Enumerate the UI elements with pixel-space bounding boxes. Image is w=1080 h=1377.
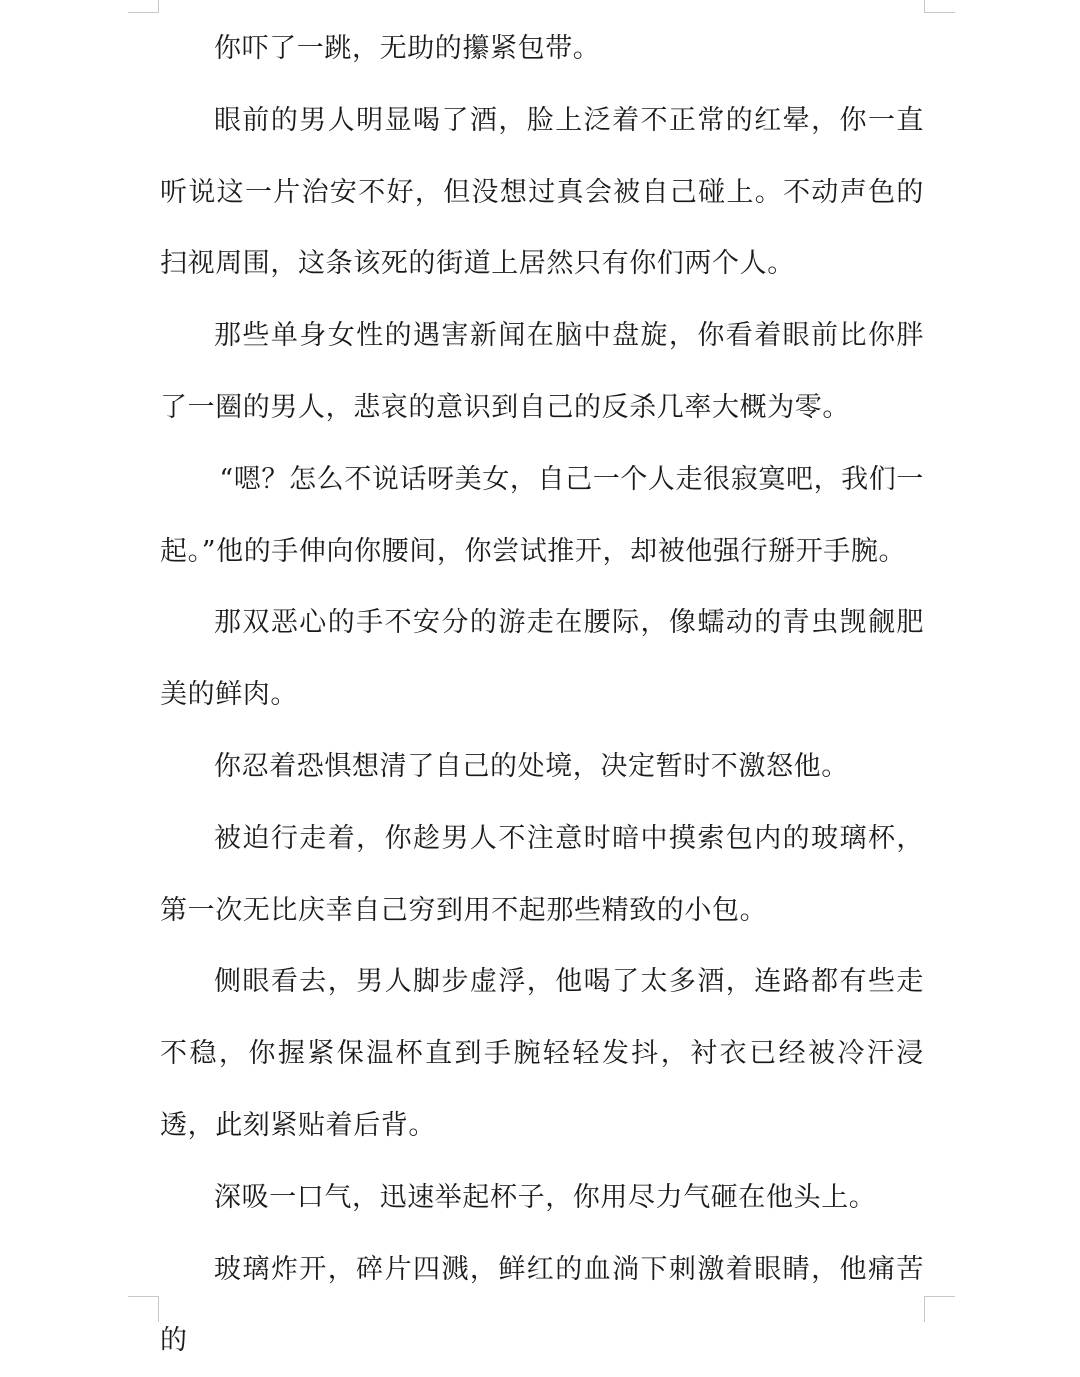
- crop-mark-bottom-right: [924, 1296, 955, 1322]
- paragraph: 你吓了一跳，无助的攥紧包带。: [214, 33, 601, 64]
- paragraph: 深吸一口气，迅速举起杯子，你用尽力气砸在他头上。: [214, 1181, 877, 1213]
- crop-mark-top-right: [924, 0, 955, 13]
- paragraph: 眼前的男人明显喝了酒，脸上泛着不正常的红晕，你一直听说这一片治安不好，但没想过真会被自己碰上。不动声色的扫视周围，这条该死的街道上居然只有你们两个人。: [160, 104, 924, 280]
- paragraph: 玻璃炸开，碎片四溅，鲜红的血淌下刺激着眼睛，他痛苦的: [160, 1253, 924, 1357]
- paragraph: 被迫行走着，你趁男人不注意时暗中摸索包内的玻璃杯，第一次无比庆幸自己穷到用不起那些精致的小包。: [160, 822, 924, 926]
- paragraph: 那双恶心的手不安分的游走在腰际，像蠕动的青虫觊觎肥美的鲜肉。: [160, 607, 924, 711]
- paragraph: 侧眼看去，男人脚步虚浮，他喝了太多酒，连路都有些走不稳，你握紧保温杯直到手腕轻轻发抖，衬衣已经被冷汗浸透，此刻紧贴着后背。: [160, 966, 924, 1141]
- crop-mark-top-left: [128, 0, 159, 13]
- paragraph: 你忍着恐惧想清了自己的处境，决定暂时不激怒他。: [214, 750, 849, 782]
- paragraph: 那些单身女性的遇害新闻在脑中盘旋，你看着眼前比你胖了一圈的男人，悲哀的意识到自己的反杀几率大概为零。: [160, 320, 924, 423]
- crop-mark-bottom-left: [128, 1296, 159, 1322]
- document-body: [160, 13, 924, 1377]
- paragraph-dialogue: “嗯？怎么不说话呀美女，自己一个人走很寂寞吧，我们一起。”他的手伸向你腰间，你尝试推开，却被他强行掰开手腕。: [160, 463, 924, 567]
